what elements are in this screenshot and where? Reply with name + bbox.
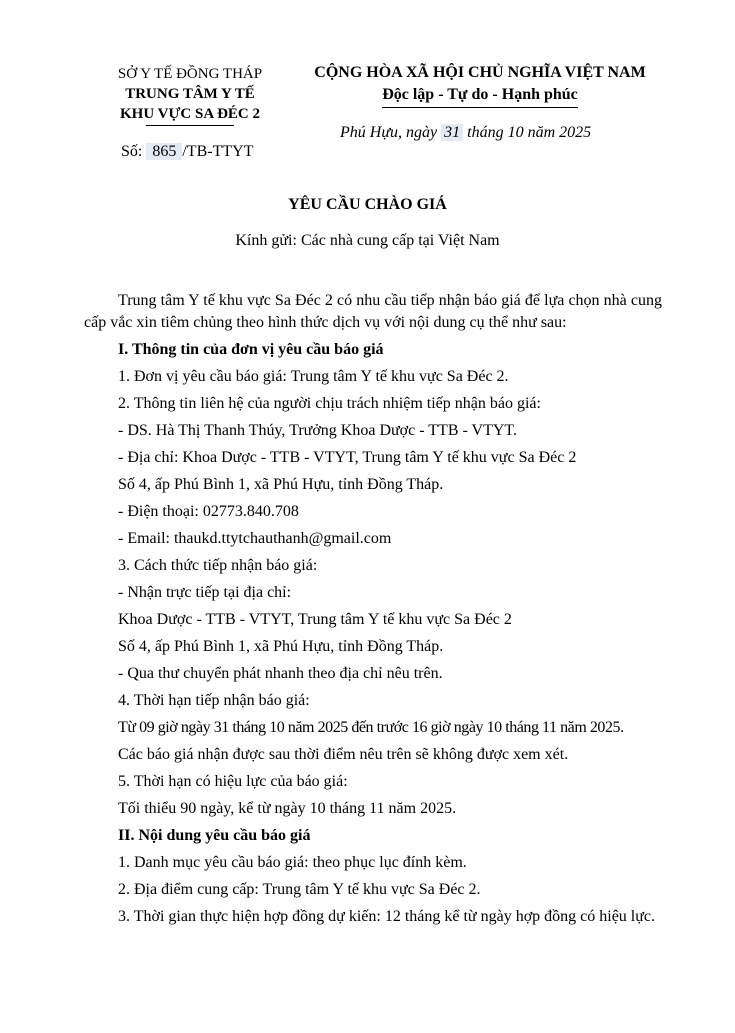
contact-email: - Email: thaukd.ttytchauthanh@gmail.com <box>118 530 392 547</box>
section1-item1: 1. Đơn vị yêu cầu báo giá: Trung tâm Y tế khu vực Sa Đéc 2. <box>118 368 509 385</box>
agency-name-line1: TRUNG TÂM Y TẾ <box>125 86 255 102</box>
receive-address-line1: Khoa Dược - TTB - VTYT, Trung tâm Y tế khu vực Sa Đéc 2 <box>118 611 512 628</box>
document-number-suffix: /TB-TTYT <box>182 143 254 160</box>
receive-direct: - Nhận trực tiếp tại địa chỉ: <box>118 584 292 601</box>
date-suffix: tháng 10 năm 2025 <box>467 124 592 141</box>
contact-phone: - Điện thoại: 02773.840.708 <box>118 503 299 520</box>
section1-heading: I. Thông tin của đơn vị yêu cầu báo giá <box>118 341 384 358</box>
ministry-name: SỞ Y TẾ ĐỒNG THÁP <box>117 66 263 82</box>
date-day-field[interactable]: 31 <box>441 124 463 141</box>
recipient-line: Kính gửi: Các nhà cung cấp tại Việt Nam <box>235 232 500 249</box>
date-prefix: Phú Hựu, ngày <box>340 124 438 141</box>
document-date <box>340 124 591 142</box>
section1-item4: 4. Thời hạn tiếp nhận báo giá: <box>118 692 310 709</box>
document-number-label: Số: <box>121 143 143 160</box>
section2-heading: II. Nội dung yêu cầu báo giá <box>118 827 311 844</box>
contact-name: - DS. Hà Thị Thanh Thúy, Trưởng Khoa Dược - TTB - VTYT. <box>118 422 517 439</box>
receive-post: - Qua thư chuyển phát nhanh theo địa chỉ nêu trên. <box>118 665 443 682</box>
section1-item3: 3. Cách thức tiếp nhận báo giá: <box>118 557 318 574</box>
national-title-block <box>300 62 660 108</box>
nation-name: CỘNG HÒA XÃ HỘI CHỦ NGHĨA VIỆT NAM <box>314 64 646 81</box>
document-body <box>84 290 662 928</box>
receive-address-line2: Số 4, ấp Phú Bình 1, xã Phú Hựu, tỉnh Đồng Tháp. <box>118 638 444 655</box>
deadline-text: Từ 09 giờ ngày 31 tháng 10 năm 2025 đến trước 16 giờ ngày 10 tháng 11 năm 2025. <box>118 719 624 736</box>
document-number-field[interactable]: 865 <box>146 143 182 160</box>
document-number <box>121 143 253 161</box>
document-title: YÊU CẦU CHÀO GIÁ <box>288 196 447 213</box>
intro-paragraph: Trung tâm Y tế khu vực Sa Đéc 2 có nhu cầu tiếp nhận báo giá để lựa chọn nhà cung cấp vắc xin tiêm chủng theo hình thức dịch vụ với nội dung cụ thể như sau: <box>84 292 662 331</box>
agency-name-line2: KHU VỰC SA ĐÉC 2 <box>119 106 261 122</box>
deadline-note: Các báo giá nhận được sau thời điểm nêu trên sẽ không được xem xét. <box>118 746 569 763</box>
contact-address-line2: Số 4, ấp Phú Bình 1, xã Phú Hựu, tỉnh Đồng Tháp. <box>118 476 444 493</box>
section2-item2: 2. Địa điểm cung cấp: Trung tâm Y tế khu vực Sa Đéc 2. <box>118 881 481 898</box>
issuing-agency-block <box>100 64 280 126</box>
section1-item5: 5. Thời hạn có hiệu lực của báo giá: <box>118 773 348 790</box>
national-motto: Độc lập - Tự do - Hạnh phúc <box>382 84 578 108</box>
contact-address-line1: - Địa chỉ: Khoa Dược - TTB - VTYT, Trung tâm Y tế khu vực Sa Đéc 2 <box>118 449 577 466</box>
agency-underline <box>146 125 234 126</box>
section2-item3: 3. Thời gian thực hiện hợp đồng dự kiến: 12 tháng kể từ ngày hợp đồng có hiệu lực. <box>118 908 656 925</box>
validity-text: Tối thiểu 90 ngày, kể từ ngày 10 tháng 11 năm 2025. <box>118 800 457 817</box>
section1-item2: 2. Thông tin liên hệ của người chịu trách nhiệm tiếp nhận báo giá: <box>118 395 541 412</box>
section2-item1: 1. Danh mục yêu cầu báo giá: theo phục lục đính kèm. <box>118 854 467 871</box>
